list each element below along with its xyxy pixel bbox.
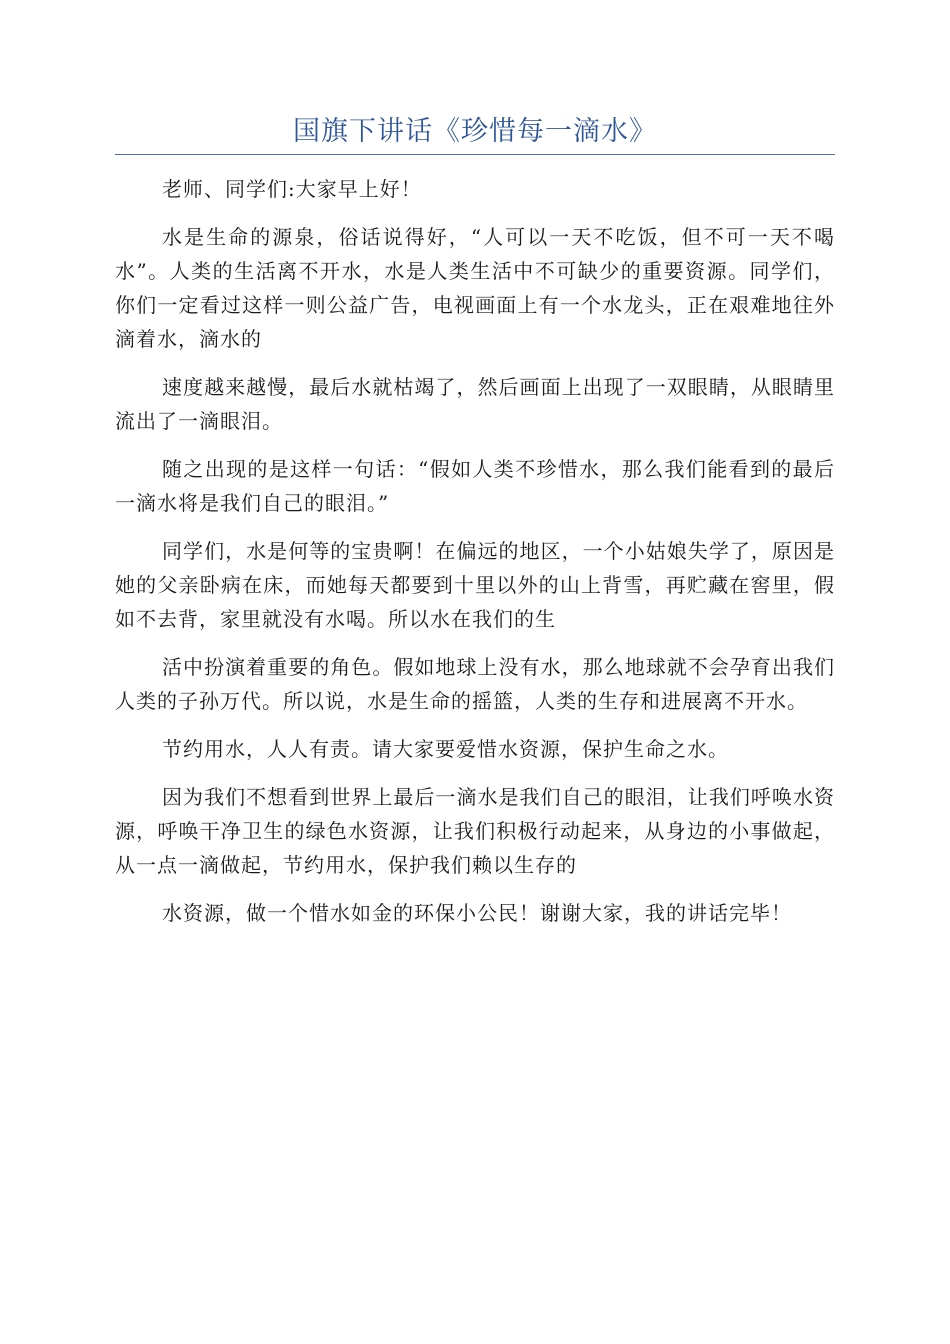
paragraph-8: 因为我们不想看到世界上最后一滴水是我们自己的眼泪，让我们呼唤水资源，呼唤干净卫生的绿色水资源，让我们积极行动起来，从身边的小事做起，从一点一滴做起，节约用水，保护我们赖以生存的 [115,785,835,877]
paragraph-2: 水是生命的源泉，俗话说得好，“人可以一天不吃饭，但不可一天不喝水”。人类的生活离不开水，水是人类生活中不可缺少的重要资源。同学们，你们一定看过这样一则公益广告，电视画面上有一个水龙头，正在艰难地往外滴着水，滴水的 [115,225,835,351]
paragraph-6: 活中扮演着重要的角色。假如地球上没有水，那么地球就不会孕育出我们人类的子孙万代。所以说，水是生命的摇篮，人类的生存和进展离不开水。 [115,655,835,713]
title-underline [115,154,835,155]
paragraph-5: 同学们，水是何等的宝贵啊！在偏远的地区，一个小姑娘失学了，原因是她的父亲卧病在床，而她每天都要到十里以外的山上背雪，再贮藏在窖里，假如不去背，家里就没有水喝。所以水在我们的生 [115,539,835,631]
paragraph-7: 节约用水，人人有责。请大家要爱惜水资源，保护生命之水。 [162,737,729,761]
paragraph-3: 速度越来越慢，最后水就枯竭了，然后画面上出现了一双眼睛，从眼睛里流出了一滴眼泪。 [115,375,835,433]
paragraph-4: 随之出现的是这样一句话：“假如人类不珍惜水，那么我们能看到的最后一滴水将是我们自己的眼泪。” [115,457,835,515]
paragraph-greeting: 老师、同学们:大家早上好！ [162,177,422,201]
document-body [115,172,835,944]
paragraph-closing: 水资源，做一个惜水如金的环保小公民！谢谢大家，我的讲话完毕！ [162,901,792,925]
page-title: 国旗下讲话《珍惜每一滴水》 [293,116,657,147]
